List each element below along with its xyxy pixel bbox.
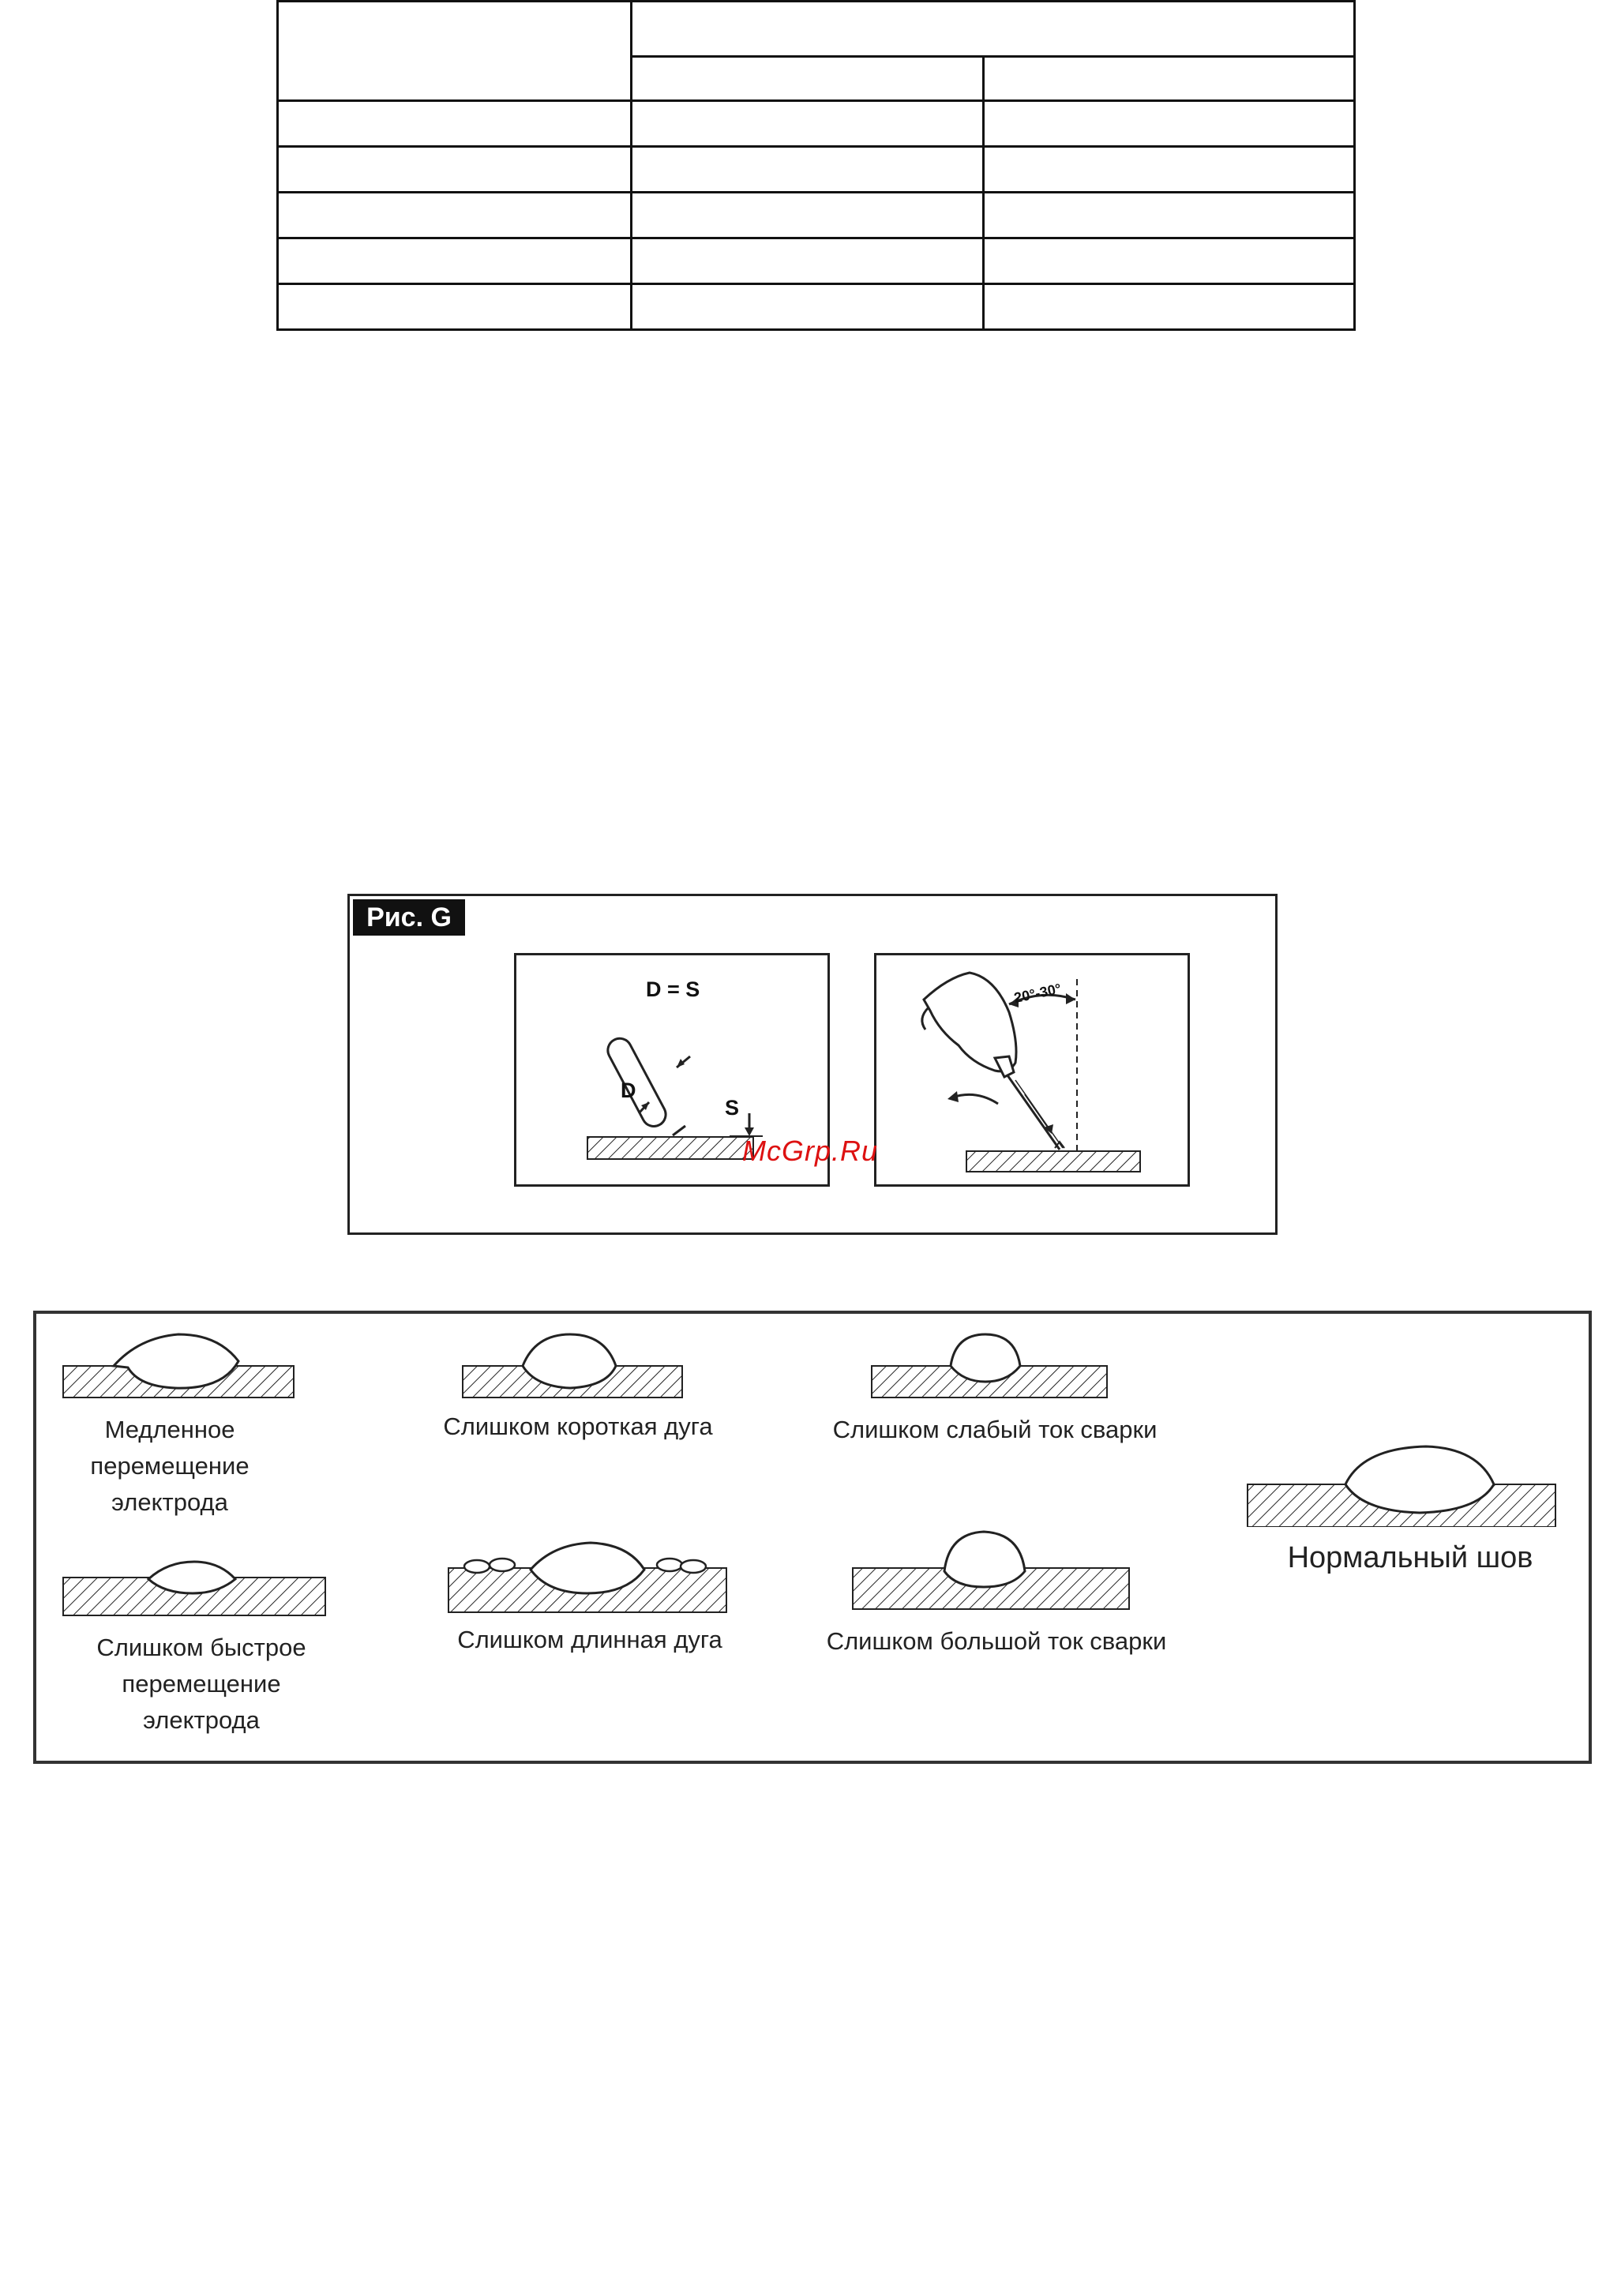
s-label: S <box>725 1096 740 1120</box>
table-header-cell <box>278 2 632 101</box>
weld-beads-box <box>33 1311 1592 1764</box>
bead-fast-movement <box>60 1548 328 1619</box>
figure-label: Рис. G <box>353 899 465 936</box>
caption-fast-movement: Слишком быстрое перемещение электрода <box>96 1634 306 1734</box>
table-header-cell <box>632 2 1355 57</box>
empty-table <box>276 0 1356 331</box>
table-row <box>278 101 1355 147</box>
table-row <box>278 238 1355 284</box>
angle-label: 20°-30° <box>1012 980 1063 1007</box>
table-row <box>278 147 1355 193</box>
table-row <box>278 284 1355 330</box>
bead-too-high-current <box>850 1527 1134 1614</box>
d-label: D <box>621 1079 636 1102</box>
caption-too-long-arc: Слишком длинная дуга <box>457 1626 722 1653</box>
table-row <box>278 193 1355 238</box>
caption-too-short-arc: Слишком короткая дуга <box>443 1412 713 1440</box>
bead-too-long-arc <box>445 1536 730 1615</box>
caption-too-high-current: Слишком большой ток сварки <box>826 1627 1167 1655</box>
electrode-angle-panel <box>874 953 1190 1187</box>
caption-too-low-current: Слишком слабый ток сварки <box>832 1416 1158 1443</box>
watermark: McGrp.Ru <box>742 1135 879 1167</box>
bead-too-low-current <box>869 1330 1113 1401</box>
caption-slow-movement: Медленное перемещение электрода <box>90 1416 250 1516</box>
caption-normal-weld: Нормальный шов <box>1287 1541 1533 1574</box>
figure-g <box>347 894 1278 1235</box>
bead-too-short-arc <box>460 1330 689 1401</box>
table-subheader-cell <box>984 57 1355 101</box>
bead-normal-weld <box>1244 1440 1568 1527</box>
bead-slow-movement <box>60 1330 297 1401</box>
table-subheader-cell <box>632 57 984 101</box>
formula-label: D = S <box>646 977 700 1001</box>
